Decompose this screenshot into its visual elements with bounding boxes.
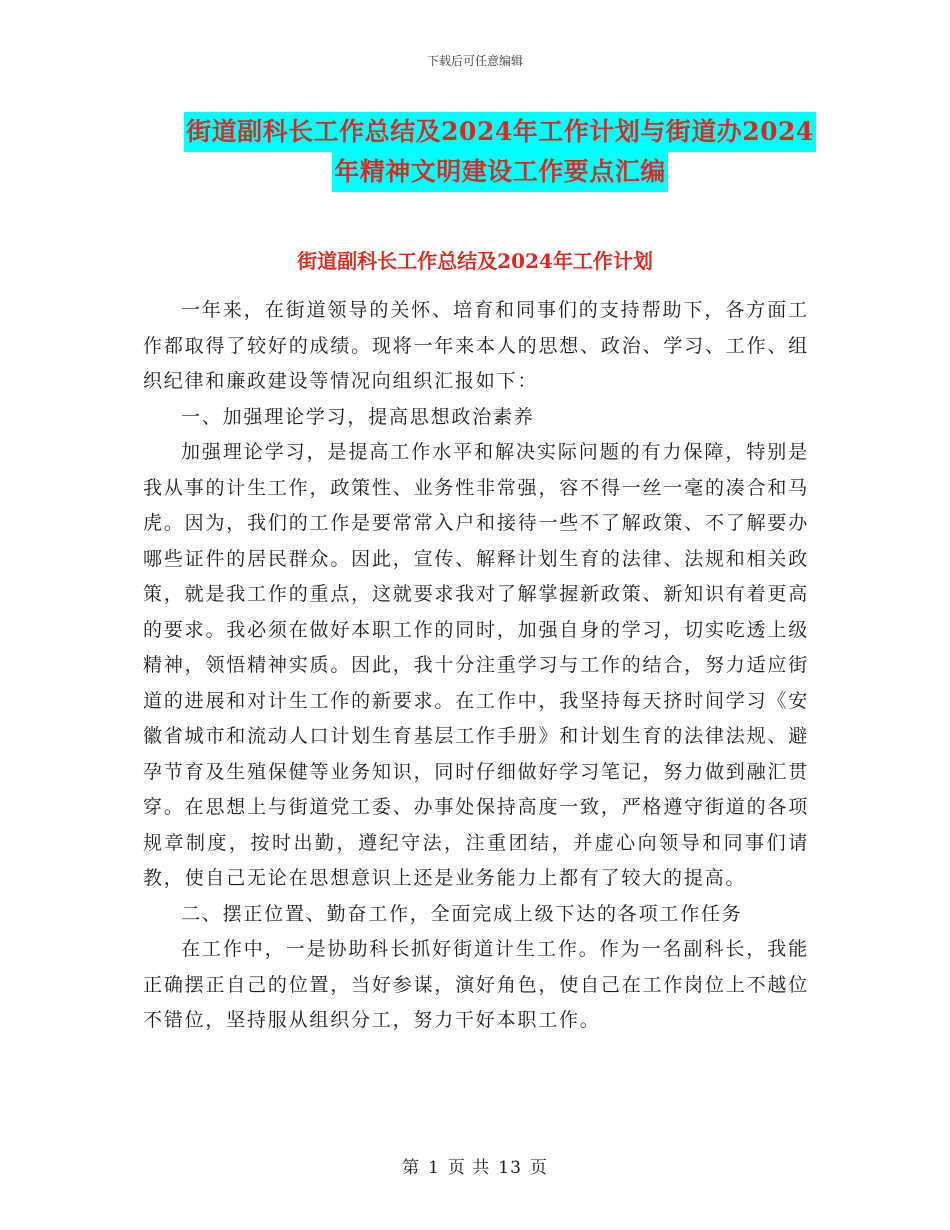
title-line-1: 街道副科长工作总结及2024年工作计划与街道办2024	[184, 112, 816, 152]
footer-total-pages: 13	[498, 1158, 522, 1178]
paragraph-intro: 一年来，在街道领导的关怀、培育和同事们的支持帮助下，各方面工作都取得了较好的成绩。现将一年来本人的思想、政治、学习、工作、组织纪律和廉政建设等情况向组织汇报如下：	[143, 299, 809, 392]
footer-mid: 页 共	[447, 1158, 491, 1178]
title-line-2: 年精神文明建设工作要点汇编	[332, 152, 668, 192]
paragraph-theory-study: 加强理论学习，是提高工作水平和解决实际问题的有力保障，特别是我从事的计生工作，政策性、业务性非常强，容不得一丝一毫的凑合和马虎。因为，我们的工作是要常常入户和接待一些不了解政策、不了解要办哪些证件的居民群众。因此，宣传、解释计划生育的法律、法规和相关政策，就是我工作的重点，这就要求我对了解掌握新政策、新知识有着更高的要求。我必须在做好本职工作的同时，加强自身的学习，切实吃透上级精神，领悟精神实质。因此，我十分注重学习与工作的结合，努力适应街道的进展和对计生工作的新要求。在工作中，我坚持每天挤时间学习《安徽省城市和流动人口计划生育基层工作手册》和计划生育的法律法规、避孕节育及生殖保健等业务知识，同时仔细做好学习笔记，努力做到融汇贯穿。在思想上与街道党工委、办事处保持高度一致，严格遵守街道的各项规章制度，按时出勤，遵纪守法，注重团结，并虚心向领导和同事们请教，使自己无论在思想意识上还是业务能力上都有了较大的提高。	[143, 441, 809, 889]
section-subtitle: 街道副科长工作总结及2024年工作计划	[297, 249, 653, 273]
section-heading-1: 一、加强理论学习，提高思想政治素养	[181, 405, 535, 428]
footer-suffix: 页	[529, 1158, 548, 1178]
document-body	[143, 293, 809, 1039]
page-header-note: 下载后可任意编辑	[426, 54, 523, 68]
footer-prefix: 第	[402, 1158, 421, 1178]
document-title	[120, 112, 880, 192]
page-footer	[0, 1153, 950, 1178]
paragraph-work: 在工作中，一是协助科长抓好街道计生工作。作为一名副科长，我能正确摆正自己的位置，当好参谋，演好角色，使自己在工作岗位上不越位不错位，坚持服从组织分工，努力干好本职工作。	[143, 938, 809, 1031]
section-heading-2: 二、摆正位置、勤奋工作，全面完成上级下达的各项工作任务	[181, 902, 743, 925]
footer-page-number: 1	[428, 1158, 440, 1178]
